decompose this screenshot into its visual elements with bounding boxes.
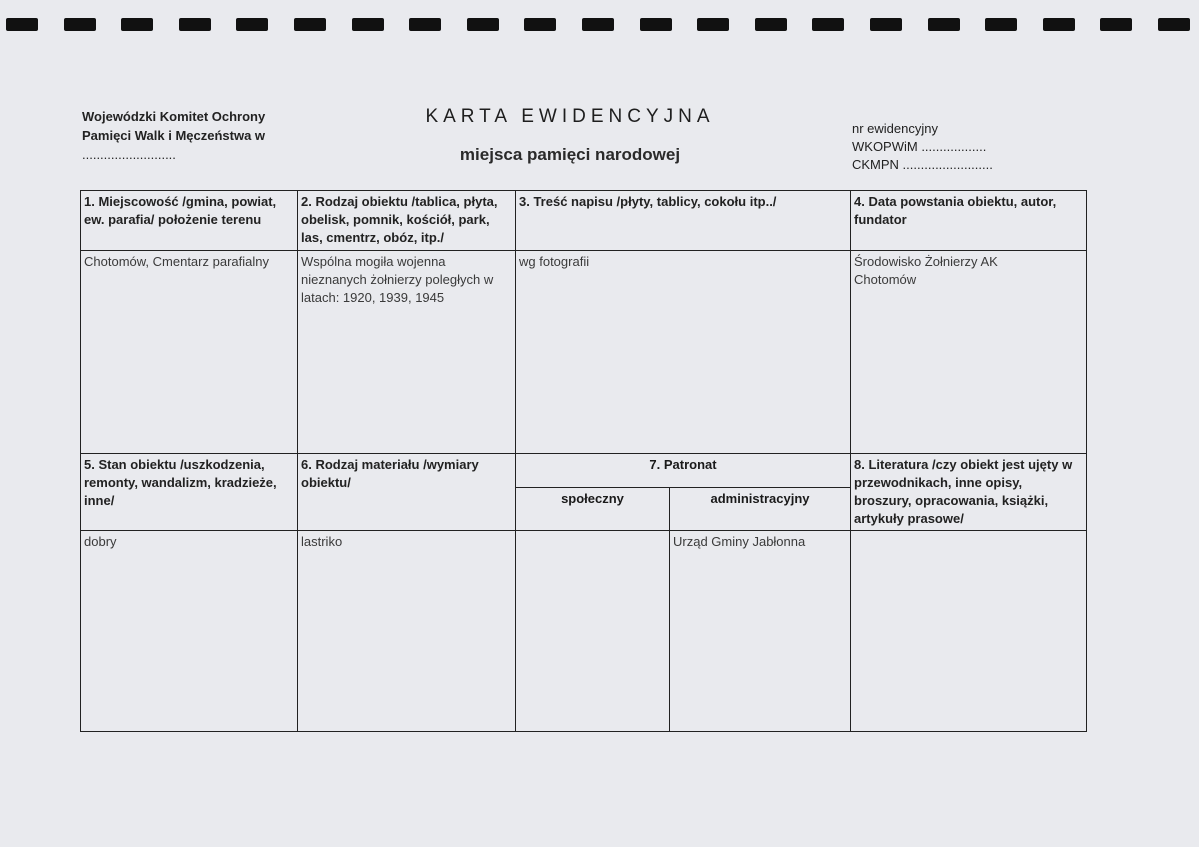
committee-line-1: Wojewódzki Komitet Ochrony [82,109,266,124]
header-inscription: 3. Treść napisu /płyty, tablicy, cokołu itp../ [516,191,851,251]
registry-line-1: nr ewidencyjny [852,121,938,136]
header-object-type: 2. Rodzaj obiektu /tablica, płyta, obelisk, pomnik, kościół, park, las, cmentrz, obóz, itp./ [298,191,516,251]
perforation-hole [985,18,1017,31]
value-patronage-social [516,531,670,732]
header-row-2 [81,454,1087,488]
card-subtitle: miejsca pamięci narodowej [459,145,681,164]
value-location: Chotomów, Cmentarz parafialny [81,251,298,454]
perforation-hole [640,18,672,31]
value-patronage-administrative: Urząd Gminy Jabłonna [670,531,851,732]
header-patronage-administrative: administracyjny [670,488,851,531]
perforation-hole [121,18,153,31]
value-creation-date [851,251,1087,454]
value-inscription: wg fotografii [516,251,851,454]
perforation-hole [697,18,729,31]
perforation-hole [755,18,787,31]
perforation-hole [524,18,556,31]
perforation-hole [582,18,614,31]
perforation-hole [64,18,96,31]
perforation-hole [1043,18,1075,31]
perforation-hole [236,18,268,31]
header-patronage: 7. Patronat [516,454,851,488]
header-location: 1. Miejscowość /gmina, powiat, ew. parafia/ położenie terenu [81,191,298,251]
value-creation-date-line-1: Środowisko Żołnierzy AK [854,254,998,269]
perforation-hole [812,18,844,31]
registry-line-3: CKMPN ......................... [852,157,993,172]
registry-table [80,190,1087,732]
perforation-hole [352,18,384,31]
value-material: lastriko [298,531,516,732]
header-material: 6. Rodzaj materiału /wymiary obiektu/ [298,454,516,531]
header-literature: 8. Literatura /czy obiekt jest ujęty w przewodnikach, inne opisy, broszury, opracowania, książki, artykuły prasowe/ [851,454,1087,531]
perforation-hole [294,18,326,31]
header-creation-date: 4. Data powstania obiektu, autor, fundator [851,191,1087,251]
perforation-hole [467,18,499,31]
perforation-hole [6,18,38,31]
value-literature [851,531,1087,732]
perforation-hole [409,18,441,31]
perforation-strip [0,18,1199,32]
committee-line-2: Pamięci Walk i Męczeństwa w [82,128,266,143]
value-object-type: Wspólna mogiła wojenna nieznanych żołnierzy poległych w latach: 1920, 1939, 1945 [298,251,516,454]
issuing-committee [82,107,312,164]
perforation-hole [1100,18,1132,31]
header-patronage-social: społeczny [516,488,670,531]
registry-line-2: WKOPWiM .................. [852,139,987,154]
header-condition: 5. Stan obiektu /uszkodzenia, remonty, wandalizm, kradzieże, inne/ [81,454,298,531]
value-row-1 [81,251,1087,454]
committee-line-3: .......................... [82,147,176,162]
header-row-1 [81,191,1087,251]
card-title: KARTA EWIDENCYJNA [425,106,715,127]
perforation-hole [870,18,902,31]
registry-numbers [852,120,1052,174]
value-creation-date-line-2: Chotomów [854,272,917,287]
perforation-hole [928,18,960,31]
value-condition: dobry [81,531,298,732]
value-row-2 [81,531,1087,732]
perforation-hole [1158,18,1190,31]
perforation-hole [179,18,211,31]
